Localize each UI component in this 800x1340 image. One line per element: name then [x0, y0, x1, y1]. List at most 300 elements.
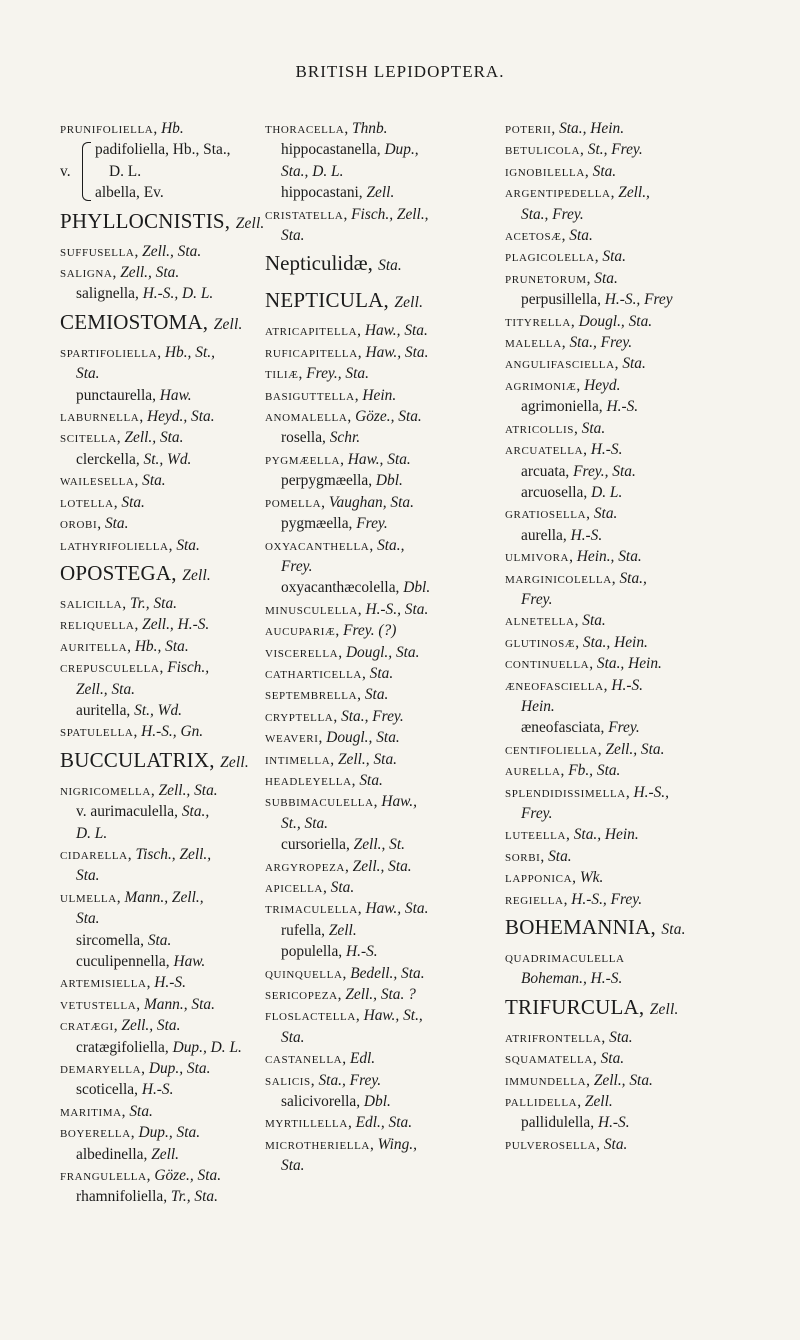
species-name: ulmella	[60, 888, 117, 906]
species-entry: quinquella, Bedell., Sta.	[265, 964, 425, 982]
species-name: oxyacanthella	[265, 536, 370, 554]
author-citation: Sta.	[602, 248, 626, 266]
species-name: splendidissimella	[505, 783, 626, 801]
species-name: lotella	[60, 493, 114, 511]
author-citation: Sta.	[592, 162, 617, 180]
author-citation: Zell.	[213, 315, 243, 333]
author-citation: Schr.	[329, 429, 361, 447]
author-citation: Tr., Sta.	[129, 594, 177, 612]
synonym-name: hippocastanella	[281, 141, 377, 159]
genus-entry: BUCCULATRIX, Zell.	[60, 747, 249, 772]
author-citation: Hb., Sta.,	[172, 141, 231, 159]
species-entry: lathyrifoliella, Sta.	[60, 536, 200, 554]
species-name: nigricomella	[60, 781, 151, 799]
species-name: crepusculella	[60, 659, 160, 677]
species-name: glutinosæ	[505, 633, 576, 651]
species-name: vetustella	[60, 995, 137, 1013]
species-entry: spartifoliella, Hb., St.,	[60, 343, 215, 361]
species-entry: atricollis, Sta.	[505, 419, 606, 437]
author-citation: Dougl., Sta.	[345, 643, 420, 661]
species-name: quinquella	[265, 964, 343, 982]
author-citation: D. L.	[109, 162, 142, 180]
species-entry: regiella, H.-S., Frey.	[505, 890, 643, 908]
synonym-name: clerckella	[76, 450, 136, 468]
author-citation: Frey.	[521, 590, 553, 608]
author-citation: Sta.	[104, 515, 129, 533]
genus-name: TRIFURCULA	[505, 994, 639, 1019]
species-entry: maritima, Sta.	[60, 1102, 153, 1120]
species-name: prunifoliella	[60, 120, 154, 137]
genus-name: CEMIOSTOMA	[60, 309, 203, 334]
author-citation: Sta.	[281, 227, 305, 245]
species-entry: pomella, Vaughan, Sta.	[265, 493, 414, 511]
species-entry	[265, 556, 500, 577]
author-citation: Zell., Sta.	[158, 781, 218, 799]
author-citation: Sta.	[76, 365, 100, 383]
species-entry	[505, 803, 750, 824]
family-entry: Nepticulidæ, Sta.	[265, 251, 402, 276]
author-citation: Haw., Sta.	[365, 343, 429, 361]
species-name: plagicolella	[505, 248, 595, 266]
author-citation: Zell.	[366, 184, 395, 202]
species-entry: tityrella, Dougl., Sta.	[505, 312, 653, 330]
species-entry: oxyacanthæcolella, Dbl.	[281, 579, 431, 597]
genus-name: BUCCULATRIX	[60, 747, 210, 772]
species-entry: basiguttella, Hein.	[265, 386, 397, 404]
author-citation: Edl., Sta.	[355, 1114, 413, 1132]
genus-entry: BOHEMANNIA, Sta.	[505, 915, 686, 940]
genus-entry: OPOSTEGA, Zell.	[60, 560, 211, 585]
species-entry: aucupariæ, Frey. (?)	[265, 622, 397, 640]
synonym-name: cuculipennella	[76, 953, 166, 970]
species-entry: boyerella, Dup., Sta.	[60, 1124, 201, 1142]
species-name: apicella	[265, 879, 323, 896]
author-citation: Sta.	[622, 355, 646, 373]
species-entry: ulmella, Mann., Zell.,	[60, 888, 204, 906]
species-entry: betulicola, St., Frey.	[505, 141, 643, 159]
species-entry	[505, 589, 750, 610]
author-citation: Thnb.	[352, 120, 388, 137]
synonym-name: punctaurella	[76, 386, 153, 404]
author-citation: Frey. (?)	[343, 622, 397, 640]
species-entry: catharticella, Sta.	[265, 664, 394, 682]
species-entry: atrifrontella, Sta.	[505, 1028, 633, 1046]
species-entry: immundella, Zell., Sta.	[505, 1071, 653, 1089]
species-name: septembrella	[265, 686, 358, 704]
species-entry: vetustella, Mann., Sta.	[60, 995, 215, 1013]
family-name: Nepticulidæ	[265, 251, 368, 276]
author-citation: Sta.	[594, 269, 618, 287]
species-entry: perpusillella, H.-S., Frey	[521, 291, 673, 309]
species-name: headleyella	[265, 771, 352, 789]
species-entry: pygmæella, Frey.	[281, 515, 388, 533]
author-citation: Dbl.	[363, 1093, 391, 1111]
species-name: pomella	[265, 493, 322, 511]
author-citation: St., Frey.	[587, 141, 643, 159]
synonym-name: perpusillella	[521, 291, 598, 309]
author-citation: Sta.	[281, 1157, 305, 1175]
author-citation: Bedell., Sta.	[350, 964, 425, 982]
species-entry: clerckella, St., Wd.	[76, 450, 192, 468]
author-citation: Sta.	[548, 847, 572, 865]
author-citation: Sta.	[661, 921, 686, 939]
species-name: pygmæella	[265, 450, 341, 468]
author-citation: H.-S., D. L.	[142, 285, 214, 303]
species-name: argentipedella	[505, 184, 611, 202]
author-citation: Sta., Hein.	[582, 633, 648, 651]
species-entry: gratiosella, Sta.	[505, 505, 618, 523]
author-citation: Tisch., Zell.,	[135, 845, 212, 863]
species-entry: reliquella, Zell., H.-S.	[60, 616, 210, 634]
species-entry: intimella, Zell., Sta.	[265, 750, 397, 768]
species-name: ignobilella	[505, 162, 585, 180]
species-entry: rufella, Zell.	[281, 921, 357, 939]
author-citation: Dup., D. L.	[172, 1038, 242, 1056]
species-name: anomalella	[265, 408, 348, 426]
species-name: centifoliella	[505, 740, 598, 758]
author-citation: Zell., Sta.	[593, 1071, 653, 1089]
species-name: lathyrifoliella	[60, 536, 169, 554]
author-citation: Haw., Sta.	[347, 450, 411, 468]
author-citation: Sta., Frey.	[341, 707, 404, 725]
author-citation: Dougl., Sta.	[326, 729, 400, 747]
author-citation: Zell.	[394, 294, 424, 312]
species-entry: populella, H.-S.	[281, 943, 378, 961]
author-citation: Zell., St.	[353, 836, 405, 854]
species-entry	[60, 823, 260, 844]
author-citation: Frey.	[608, 719, 640, 737]
species-name: castanella	[265, 1050, 343, 1068]
author-citation: Zell., Sta.	[121, 1017, 181, 1035]
species-name: thoracella	[265, 120, 345, 137]
author-citation: Vaughan, Sta.	[328, 493, 414, 511]
species-entry: nigricomella, Zell., Sta.	[60, 781, 218, 799]
author-citation: Heyd., Sta.	[147, 408, 215, 426]
author-citation: Frey.	[356, 515, 388, 533]
author-citation: Dup., Sta.	[148, 1060, 211, 1078]
species-entry: headleyella, Sta.	[265, 771, 383, 789]
author-citation: Sta., Hein.	[573, 826, 639, 844]
species-entry: septembrella, Sta.	[265, 686, 389, 704]
species-entry	[265, 1027, 500, 1048]
brace-glyph	[82, 142, 91, 200]
species-name: frangulella	[60, 1167, 147, 1185]
author-citation: Sta.	[176, 536, 200, 554]
author-citation: Edl.	[349, 1050, 376, 1068]
author-citation: H.-S.	[606, 398, 639, 416]
author-citation: Dbl.	[403, 579, 431, 597]
species-entry: cursoriella, Zell., St.	[281, 836, 405, 854]
author-citation: Sta.	[281, 1028, 305, 1046]
synonym-name: rosella	[281, 429, 323, 447]
species-entry: glutinosæ, Sta., Hein.	[505, 633, 648, 651]
genus-name: BOHEMANNIA	[505, 915, 651, 940]
species-entry: squamatella, Sta.	[505, 1050, 625, 1068]
species-name: laburnella	[60, 408, 140, 426]
species-entry: thoracella, Thnb.	[265, 120, 388, 137]
synonym-name: æneofasciata	[521, 719, 601, 737]
synonym-name: perpygmæella	[281, 472, 369, 490]
author-citation: Haw., St.,	[363, 1007, 423, 1025]
author-citation: Haw.,	[381, 793, 417, 811]
brace-line	[95, 161, 231, 182]
species-name: basiguttella	[265, 386, 355, 404]
synonym-name: pygmæella	[281, 515, 349, 533]
brace-line: padifoliella, Hb., Sta.,	[95, 141, 231, 159]
species-entry: anomalella, Göze., Sta.	[265, 408, 422, 426]
author-citation: Zell., Sta.	[605, 740, 665, 758]
species-entry: hippocastanella, Dup.,	[281, 141, 419, 159]
species-name: sorbi	[505, 847, 541, 865]
author-citation: Zell.	[220, 753, 249, 771]
author-citation: Sta., Frey.	[318, 1071, 382, 1089]
author-citation: Sta.	[330, 879, 355, 896]
species-name: marginicolella	[505, 569, 612, 587]
synonym-name: cursoriella	[281, 836, 346, 854]
author-citation: Hb., St.,	[164, 343, 215, 361]
author-citation: Haw., Sta.	[364, 322, 428, 340]
author-citation: Sta.	[609, 1028, 633, 1046]
species-entry: æneofasciata, Frey.	[521, 719, 640, 737]
species-entry: salicis, Sta., Frey.	[265, 1071, 382, 1089]
synonym-name: auritella	[76, 701, 127, 719]
author-citation: Sta.	[129, 1102, 153, 1120]
author-citation: Zell.	[328, 921, 357, 939]
species-name: ulmivora	[505, 548, 570, 566]
author-citation: Sta., Hein.	[559, 120, 625, 137]
species-name: boyerella	[60, 1124, 131, 1142]
species-entry: rosella, Schr.	[281, 429, 361, 447]
species-entry: punctaurella, Haw.	[76, 386, 192, 404]
author-citation: Zell., H.-S.	[142, 616, 210, 634]
species-entry: frangulella, Göze., Sta.	[60, 1167, 222, 1185]
species-entry: arcuatella, H.-S.	[505, 441, 623, 459]
author-citation: Frey.	[521, 805, 553, 822]
author-citation: Fisch.,	[167, 659, 210, 677]
synonym-name: rufella	[281, 921, 322, 939]
species-name: spatulella	[60, 723, 134, 741]
species-name: demaryella	[60, 1060, 142, 1078]
species-entry: marginicolella, Sta.,	[505, 569, 647, 587]
species-entry	[60, 363, 260, 384]
species-name: floslactella	[265, 1007, 356, 1025]
author-citation: Sta.	[359, 771, 383, 789]
species-name: immundella	[505, 1071, 587, 1089]
author-citation: Sta.	[76, 867, 100, 885]
species-entry: castanella, Edl.	[265, 1050, 376, 1068]
author-citation: Göze., Sta.	[154, 1167, 222, 1185]
species-entry: ruficapitella, Haw., Sta.	[265, 343, 429, 361]
species-name: lapponica	[505, 869, 573, 887]
species-entry: pulverosella, Sta.	[505, 1135, 628, 1153]
species-entry: cidarella, Tisch., Zell.,	[60, 845, 212, 863]
species-entry: centifoliella, Zell., Sta.	[505, 740, 665, 758]
species-entry	[265, 225, 500, 246]
species-entry: auritella, Hb., Sta.	[60, 637, 189, 655]
author-citation: Haw., Sta.	[365, 900, 429, 918]
species-name: salicilla	[60, 594, 123, 612]
species-entry: auritella, St., Wd.	[76, 701, 183, 719]
species-name: ruficapitella	[265, 343, 358, 361]
species-entry: albedinella, Zell.	[76, 1145, 180, 1163]
species-entry: cratægifoliella, Dup., D. L.	[76, 1038, 242, 1056]
author-citation: Frey.	[281, 557, 313, 575]
author-citation: Sta.	[593, 505, 618, 523]
species-name: viscerella	[265, 643, 339, 661]
synonym-name: scoticella	[76, 1081, 135, 1099]
species-entry: salicivorella, Dbl.	[281, 1093, 391, 1111]
species-name: betulicola	[505, 141, 581, 159]
species-entry: trimaculella, Haw., Sta.	[265, 900, 429, 918]
species-name: maritima	[60, 1102, 122, 1120]
species-entry: prunifoliella, Hb.	[60, 120, 184, 137]
author-citation: St., Wd.	[134, 701, 183, 719]
species-name: trimaculella	[265, 900, 358, 918]
species-entry: apicella, Sta.	[265, 879, 355, 896]
species-name: spartifoliella	[60, 343, 158, 361]
synonym-name: salicivorella	[281, 1093, 357, 1111]
species-name: continuella	[505, 655, 590, 673]
synonym-name: sircomella	[76, 931, 141, 949]
species-entry: pallidella, Zell.	[505, 1093, 613, 1111]
genus-entry: CEMIOSTOMA, Zell.	[60, 309, 243, 334]
species-entry: ulmivora, Hein., Sta.	[505, 548, 642, 566]
species-entry: prunetorum, Sta.	[505, 269, 618, 287]
species-name: angulifasciella	[505, 355, 615, 373]
author-citation: Fisch., Zell.,	[351, 205, 429, 223]
species-name: tityrella	[505, 312, 571, 330]
author-citation: St., Wd.	[143, 450, 192, 468]
species-entry: lapponica, Wk.	[505, 869, 604, 887]
author-citation: Wing.,	[377, 1135, 417, 1153]
author-citation: H.-S.	[570, 526, 603, 544]
column-right	[505, 118, 750, 1155]
author-citation: H.-S.,	[633, 783, 669, 801]
species-entry: microtheriella, Wing.,	[265, 1135, 417, 1153]
author-citation: Haw.	[173, 953, 206, 970]
species-name: wailesella	[60, 472, 135, 490]
species-entry: malella, Sta., Frey.	[505, 334, 633, 352]
species-name: regiella	[505, 890, 564, 908]
author-citation: Sta.	[600, 1050, 625, 1068]
species-name: alnetella	[505, 612, 575, 630]
author-citation: Wk.	[579, 869, 604, 887]
species-entry: floslactella, Haw., St.,	[265, 1007, 423, 1025]
author-citation: Haw.	[159, 386, 192, 404]
species-entry: myrtillella, Edl., Sta.	[265, 1114, 413, 1132]
author-citation: Sta.	[582, 612, 606, 630]
species-name: acetosæ	[505, 227, 562, 245]
genus-name: OPOSTEGA	[60, 560, 172, 585]
author-citation: Zell., Sta.	[337, 750, 397, 768]
species-entry	[265, 1155, 500, 1176]
author-citation: Sta.	[121, 493, 145, 511]
species-name: arcuatella	[505, 441, 584, 459]
species-entry: sericopeza, Zell., Sta. ?	[265, 986, 416, 1004]
author-citation: Fb., Sta.	[568, 762, 621, 780]
species-entry: scoticella, H.-S.	[76, 1081, 174, 1099]
species-entry	[60, 908, 260, 929]
species-name: saligna	[60, 264, 113, 282]
author-citation: Sta.	[569, 227, 593, 245]
author-citation: Zell., Sta.	[120, 264, 180, 282]
species-entry: alnetella, Sta.	[505, 612, 606, 630]
synonym-name: agrimoniella	[521, 398, 599, 416]
species-entry: viscerella, Dougl., Sta.	[265, 643, 420, 661]
author-citation: Sta.	[581, 419, 606, 437]
species-entry: wailesella, Sta.	[60, 472, 166, 490]
genus-name: NEPTICULA	[265, 288, 384, 313]
species-entry: hippocastani, Zell.	[281, 184, 395, 202]
author-citation: Sta.	[142, 472, 166, 490]
synonym-name: pallidulella	[521, 1114, 591, 1132]
species-entry	[60, 865, 260, 886]
synonym-name: arcuosella	[521, 483, 584, 501]
author-citation: Hein.	[521, 697, 555, 715]
species-entry	[60, 679, 260, 700]
author-citation: Zell.	[182, 566, 211, 584]
column-left	[60, 118, 265, 1208]
species-entry: æneofasciella, H.-S.	[505, 676, 643, 694]
species-name: orobi	[60, 515, 98, 533]
species-entry: subbimaculella, Haw.,	[265, 793, 417, 811]
author-citation: Frey., Sta.	[573, 462, 636, 480]
species-name: atricapitella	[265, 322, 358, 340]
author-citation: H.-S., Frey	[604, 291, 673, 309]
species-name: quadrimaculella	[505, 949, 625, 967]
author-citation: Zell.	[649, 1000, 679, 1018]
author-citation: Zell., Sta.	[352, 857, 412, 875]
species-entry: salicilla, Tr., Sta.	[60, 594, 177, 612]
synonym-name: oxyacanthæcolella	[281, 579, 396, 597]
author-citation: Zell.	[235, 214, 265, 232]
author-citation: Sta., Frey.	[521, 205, 584, 223]
species-entry	[505, 204, 750, 225]
species-name: auritella	[60, 637, 128, 655]
species-entry: aurella, H.-S.	[521, 526, 603, 544]
species-entry: lotella, Sta.	[60, 493, 145, 511]
species-name: cidarella	[60, 845, 128, 863]
species-name: scitella	[60, 429, 117, 447]
author-citation: H.-S., Frey.	[571, 890, 643, 908]
author-citation: Zell., Sta.	[142, 242, 202, 260]
synonym-name: cratægifoliella	[76, 1038, 165, 1056]
species-entry: cratægi, Zell., Sta.	[60, 1017, 181, 1035]
species-name: salicis	[265, 1071, 311, 1089]
author-citation: Dup., Sta.	[138, 1124, 201, 1142]
species-entry: minusculella, H.-S., Sta.	[265, 600, 429, 618]
author-citation: H.-S.	[154, 974, 186, 992]
author-citation: H.-S.	[345, 943, 378, 961]
author-citation: Dup.,	[384, 141, 419, 159]
author-citation: Sta.,	[181, 803, 210, 821]
species-entry: scitella, Zell., Sta.	[60, 429, 184, 447]
author-citation: H.-S.	[141, 1081, 174, 1099]
author-citation: D. L.	[591, 483, 623, 501]
species-entry: cuculipennella, Haw.	[76, 953, 206, 970]
species-entry: demaryella, Dup., Sta.	[60, 1060, 211, 1078]
author-citation: Sta.	[369, 664, 394, 682]
author-citation: Dougl., Sta.	[578, 312, 653, 330]
species-name: pulverosella	[505, 1135, 597, 1153]
synonym-name: arcuata	[521, 462, 566, 480]
author-citation: Tr., Sta.	[170, 1188, 218, 1206]
author-citation: Zell.	[584, 1093, 613, 1111]
species-name: pallidella	[505, 1093, 578, 1111]
species-entry: tiliæ, Frey., Sta.	[265, 365, 369, 383]
species-entry: atricapitella, Haw., Sta.	[265, 322, 428, 340]
synonym-name: albedinella	[76, 1145, 144, 1163]
